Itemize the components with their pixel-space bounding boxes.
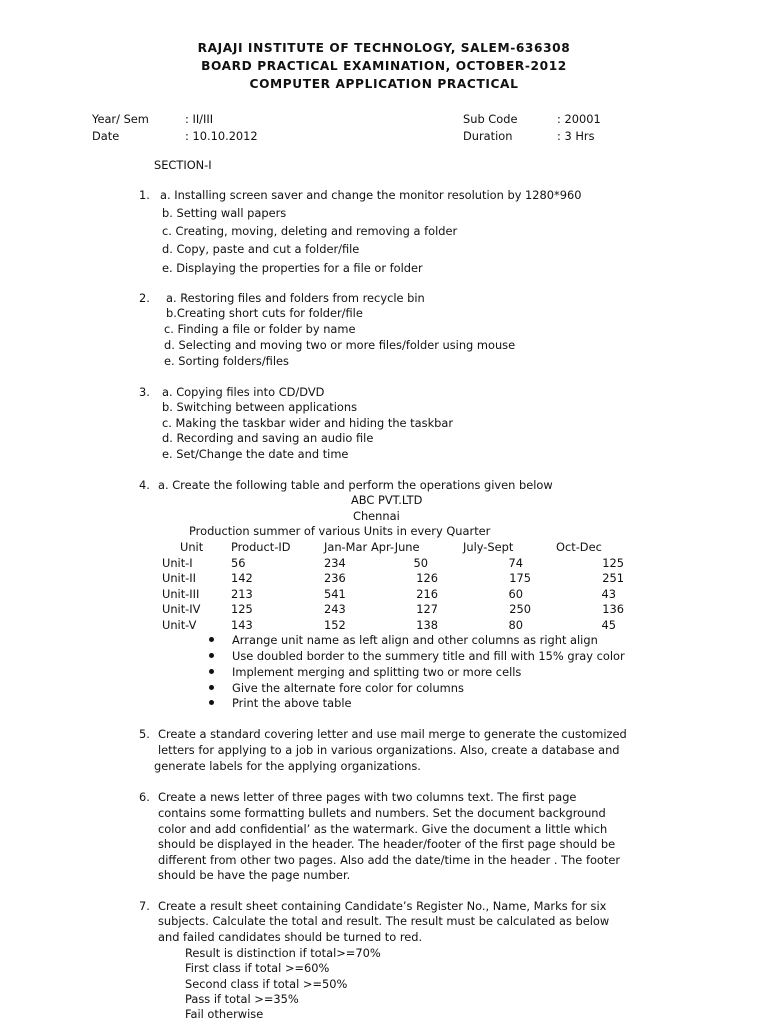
table-cell: 243: [324, 602, 346, 616]
list-item: a. Restoring files and folders from recycle bin: [166, 291, 425, 305]
summary-title: Production summer of various Units in every Quarter: [189, 524, 491, 538]
paragraph-line: Create a news letter of three pages with two columns text. The first page: [158, 790, 577, 804]
year-sem-label: Year/ Sem: [92, 112, 149, 126]
duration-label: Duration: [463, 129, 513, 143]
result-rule: First class if total >=60%: [185, 961, 330, 975]
paragraph-line: color and add confidential’ as the watermark. Give the document a little which: [158, 822, 608, 836]
table-header: Product-ID: [231, 540, 291, 554]
bullet-item: [209, 633, 598, 649]
result-rule: Pass if total >=35%: [185, 992, 299, 1006]
bullet-item: [209, 665, 521, 681]
sub-code-label: Sub Code: [463, 112, 518, 126]
list-item: e. Displaying the properties for a file or folder: [162, 261, 423, 275]
question-number: 5.: [139, 727, 150, 741]
table-header: Apr-June: [371, 540, 420, 554]
question-number: 3.: [139, 385, 150, 399]
table-cell: Unit-III: [162, 587, 200, 601]
bullet-text: Print the above table: [232, 696, 352, 710]
table-cell: 43: [601, 587, 616, 601]
list-item: d. Recording and saving an audio file: [162, 431, 374, 445]
table-header: Oct-Dec: [556, 540, 602, 554]
bullet-icon: [209, 669, 214, 674]
table-cell: 541: [324, 587, 346, 601]
table-cell: 126: [416, 571, 438, 585]
list-item: c. Creating, moving, deleting and removing a folder: [162, 224, 458, 238]
paragraph-line: letters for applying to a job in various organizations. Also, create a database and: [158, 743, 620, 757]
question-number: 6.: [139, 790, 150, 804]
list-item: a. Installing screen saver and change the monitor resolution by 1280*960: [160, 188, 582, 202]
table-cell: 127: [416, 602, 438, 616]
bullet-icon: [209, 685, 214, 690]
list-item: b. Switching between applications: [162, 400, 358, 414]
table-cell: 250: [509, 602, 531, 616]
bullet-item: [209, 696, 352, 712]
section-heading: SECTION-I: [154, 158, 212, 172]
table-cell: Unit-IV: [162, 602, 201, 616]
company-name: ABC PVT.LTD: [351, 493, 423, 507]
paragraph-line: Create a standard covering letter and use mail merge to generate the customized: [158, 727, 627, 741]
bullet-item: [209, 649, 625, 665]
year-sem-value: : II/III: [185, 112, 214, 126]
exam-title: BOARD PRACTICAL EXAMINATION, OCTOBER-2012: [201, 59, 567, 73]
paragraph-line: should be have the page number.: [158, 868, 351, 882]
paragraph-line: different from other two pages. Also add the date/time in the header . The footer: [158, 853, 621, 867]
table-cell: 74: [508, 556, 523, 570]
table-cell: 125: [231, 602, 253, 616]
bullet-text: Arrange unit name as left align and other columns as right align: [232, 633, 598, 647]
table-cell: 152: [324, 618, 346, 632]
table-cell: 56: [231, 556, 246, 570]
paragraph-line: should be displayed in the header. The header/footer of the first page should be: [158, 837, 616, 851]
result-rule: Second class if total >=50%: [185, 977, 348, 991]
table-cell: 143: [231, 618, 253, 632]
table-cell: 216: [416, 587, 438, 601]
question-number: 2.: [139, 291, 150, 305]
duration-value: : 3 Hrs: [557, 129, 595, 143]
list-item: e. Set/Change the date and time: [162, 447, 349, 461]
sub-code-value: : 20001: [557, 112, 601, 126]
list-item: d. Copy, paste and cut a folder/file: [162, 242, 360, 256]
result-rule: Fail otherwise: [185, 1007, 264, 1021]
bullet-text: Use doubled border to the summery title and fill with 15% gray color: [232, 649, 625, 663]
subject-title: COMPUTER APPLICATION PRACTICAL: [249, 77, 519, 91]
table-cell: 251: [602, 571, 624, 585]
list-item: a. Copying files into CD/DVD: [162, 385, 325, 399]
table-cell: Unit-V: [162, 618, 197, 632]
table-cell: 213: [231, 587, 253, 601]
table-cell: 60: [508, 587, 523, 601]
bullet-text: Implement merging and splitting two or more cells: [232, 665, 522, 679]
question-number: 7.: [139, 899, 150, 913]
list-item: b. Setting wall papers: [162, 206, 287, 220]
bullet-icon: [209, 653, 214, 658]
institute-title: RAJAJI INSTITUTE OF TECHNOLOGY, SALEM-636308: [197, 41, 571, 55]
bullet-icon: [209, 637, 214, 642]
bullet-icon: [209, 700, 214, 705]
city-name: Chennai: [353, 509, 400, 523]
table-cell: Unit-I: [162, 556, 193, 570]
table-cell: 236: [324, 571, 346, 585]
paragraph-line: and failed candidates should be turned to red.: [158, 930, 423, 944]
table-cell: 138: [416, 618, 438, 632]
list-item: b.Creating short cuts for folder/file: [166, 306, 363, 320]
table-cell: 136: [602, 602, 624, 616]
table-cell: 142: [231, 571, 253, 585]
paragraph-line: Create a result sheet containing Candidate’s Register No., Name, Marks for six: [158, 899, 607, 913]
table-header: Unit: [180, 540, 204, 554]
table-cell: 80: [508, 618, 523, 632]
question-intro: a. Create the following table and perform the operations given below: [158, 478, 553, 492]
question-number: 4.: [139, 478, 150, 492]
result-rule: Result is distinction if total>=70%: [185, 946, 381, 960]
paragraph-line: generate labels for the applying organizations.: [154, 759, 421, 773]
table-cell: Unit-II: [162, 571, 197, 585]
date-label: Date: [92, 129, 120, 143]
table-cell: 50: [413, 556, 428, 570]
paragraph-line: subjects. Calculate the total and result. The result must be calculated as below: [158, 914, 610, 928]
table-cell: 234: [324, 556, 346, 570]
date-value: : 10.10.2012: [185, 129, 258, 143]
list-item: c. Making the taskbar wider and hiding the taskbar: [162, 416, 454, 430]
table-cell: 125: [602, 556, 624, 570]
list-item: c. Finding a file or folder by name: [164, 322, 356, 336]
list-item: d. Selecting and moving two or more files/folder using mouse: [164, 338, 516, 352]
table-cell: 45: [601, 618, 616, 632]
bullet-text: Give the alternate fore color for columns: [232, 681, 464, 695]
list-item: e. Sorting folders/files: [164, 354, 289, 368]
paragraph-line: contains some formatting bullets and numbers. Set the document background: [158, 806, 606, 820]
table-header: July-Sept: [463, 540, 514, 554]
table-cell: 175: [509, 571, 531, 585]
question-number: 1.: [139, 188, 150, 202]
table-header: Jan-Mar: [324, 540, 368, 554]
bullet-item: [209, 681, 464, 697]
